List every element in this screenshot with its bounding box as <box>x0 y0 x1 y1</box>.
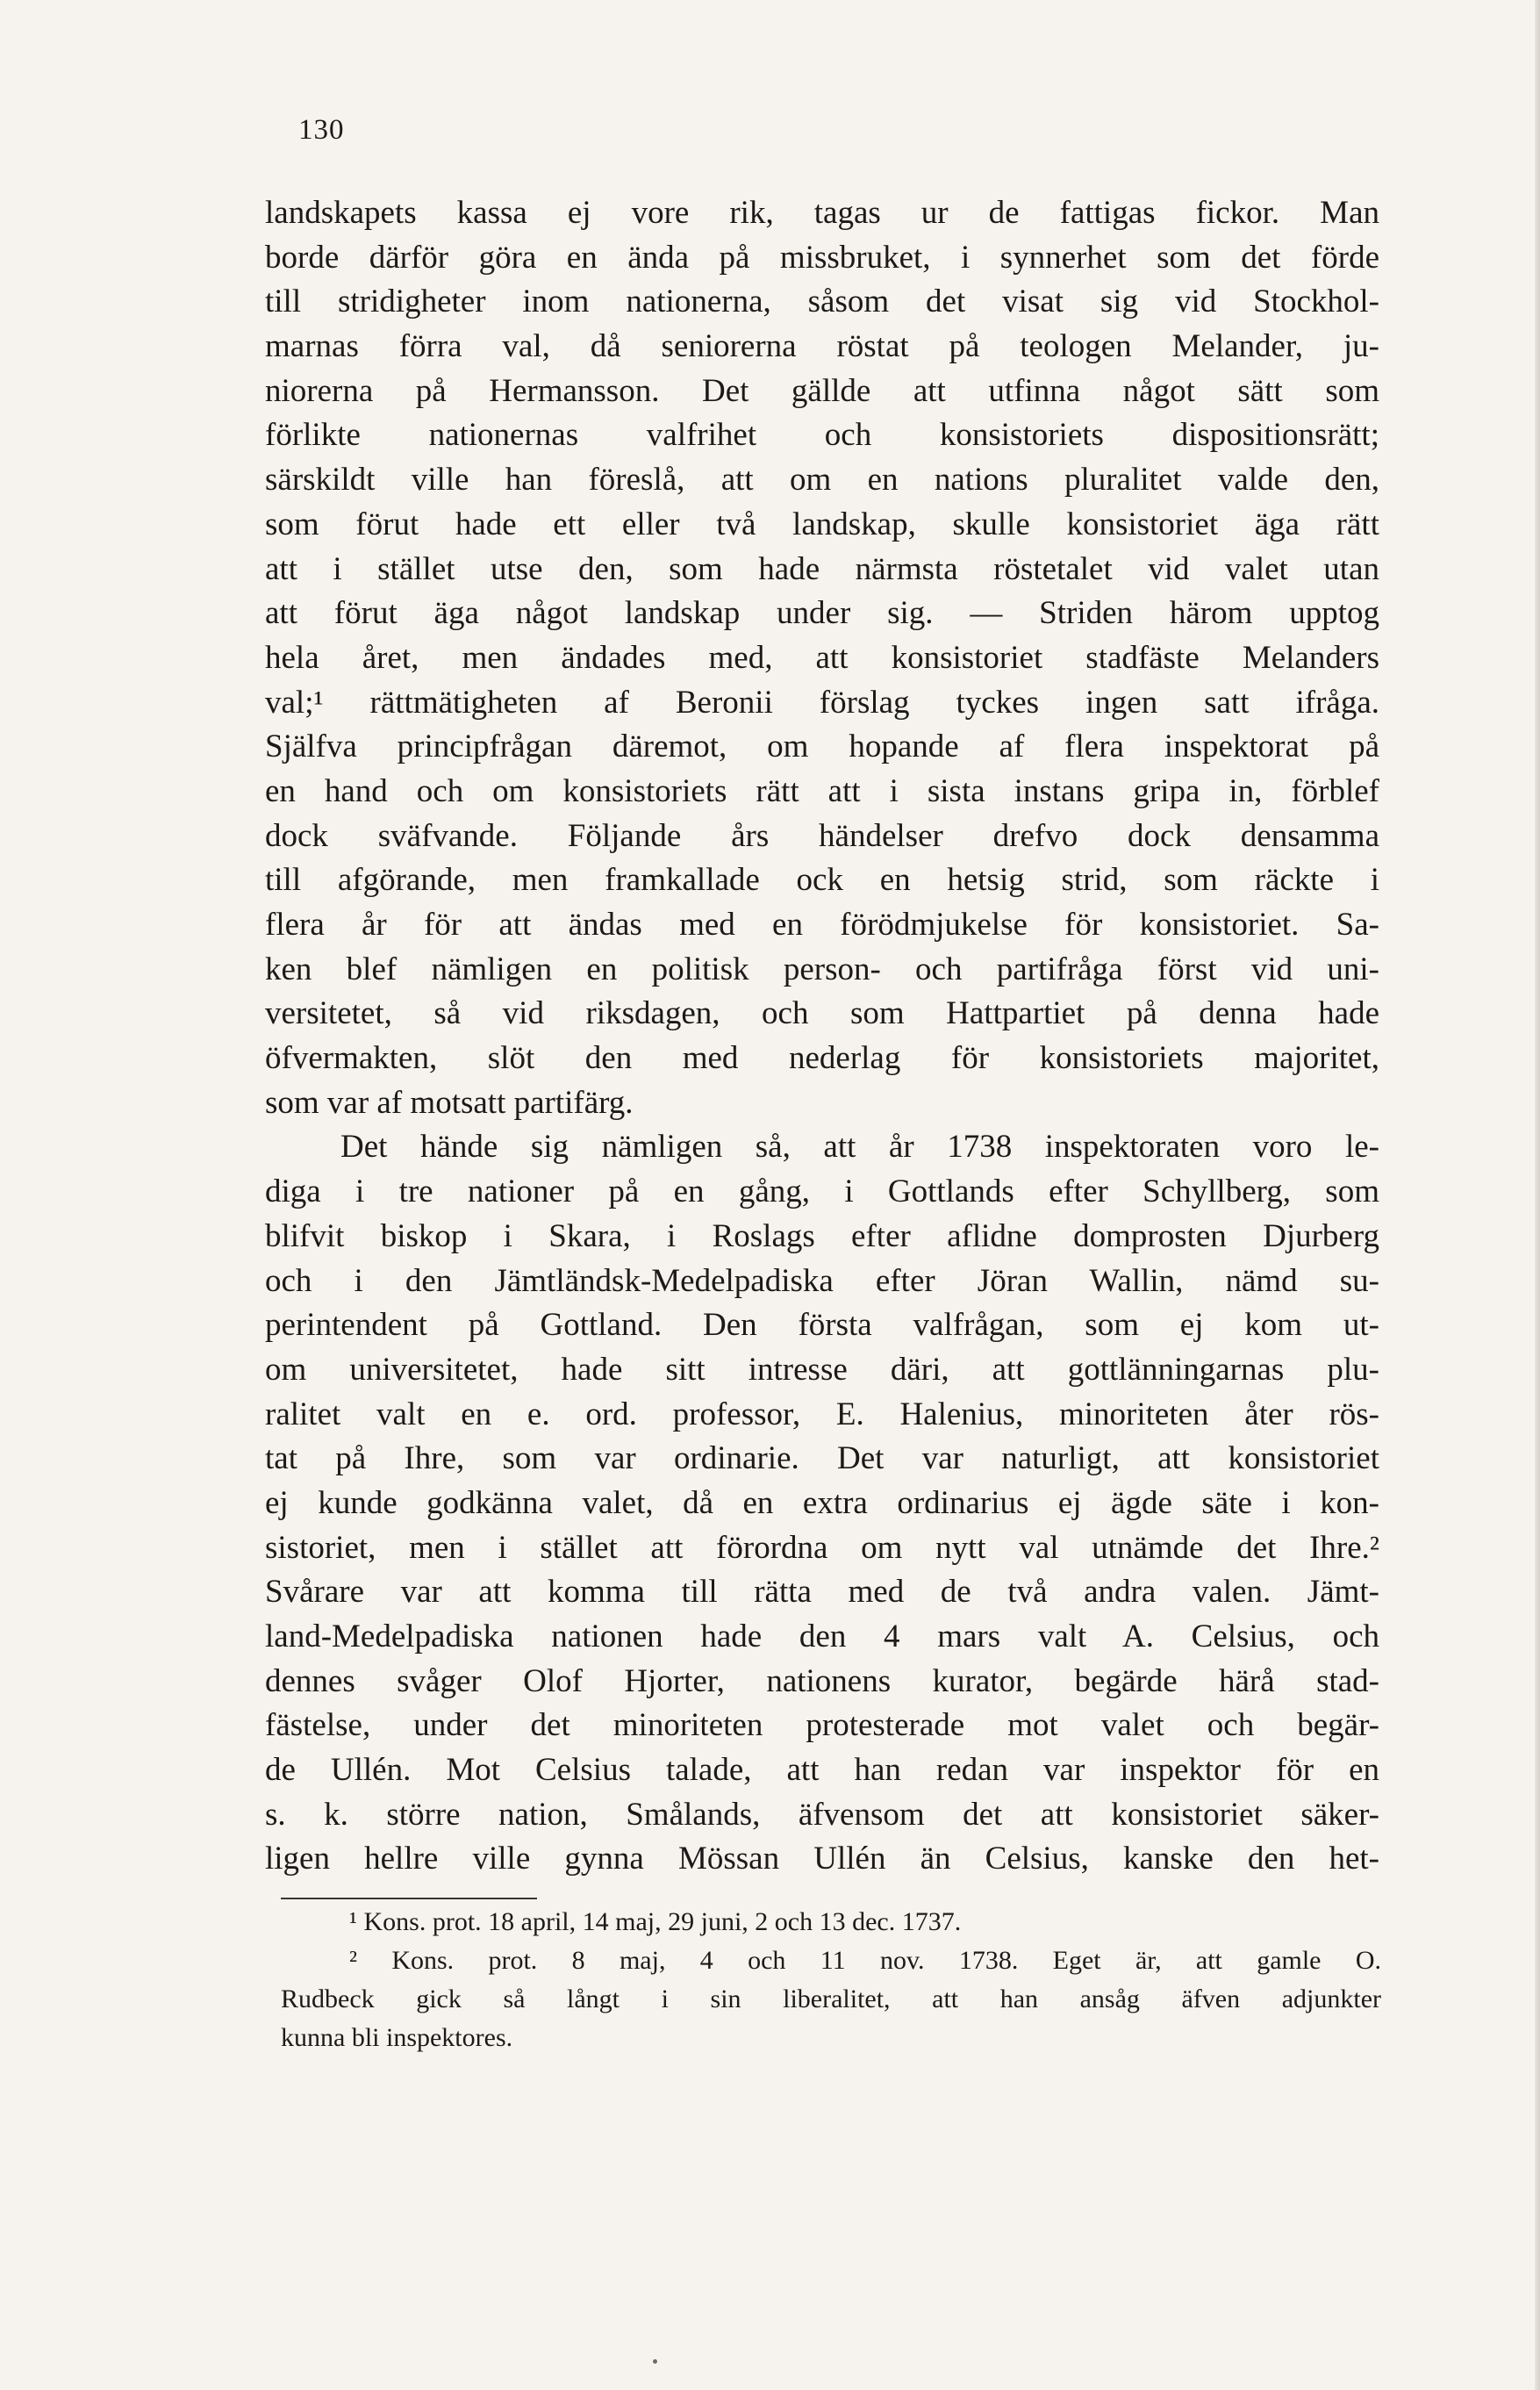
text-line: ligen hellre ville gynna Mössan Ullén än Celsius, kanske den het- <box>265 1841 1379 1877</box>
text-line: Svårare var att komma till rätta med de två andra valen. Jämt- <box>265 1574 1379 1611</box>
text-line: att förut äga något landskap under sig. — Striden härom upptog <box>265 595 1379 632</box>
footnote-2-continuation: kunna bli inspektores. <box>281 2023 513 2052</box>
text-line: marnas förra val, då seniorerna röstat på teologen Melander, ju- <box>265 328 1379 365</box>
page-number: 130 <box>298 114 345 146</box>
text-line: niorerna på Hermansson. Det gällde att utfinna något sätt som <box>265 372 1379 409</box>
text-line: öfvermakten, slöt den med nederlag för konsistoriets majoritet, <box>265 1040 1379 1077</box>
footnote-2-continuation: Rudbeck gick så långt i sin liberalitet, att han ansåg äfven adjunkter <box>281 1984 1381 2013</box>
text-line: Själfva principfrågan däremot, om hopande af flera inspektorat på <box>265 728 1379 765</box>
text-line: landskapets kassa ej vore rik, tagas ur de fattigas fickor. Man <box>265 195 1379 231</box>
text-line: blifvit biskop i Skara, i Roslags efter aflidne domprosten Djurberg <box>265 1217 1379 1254</box>
text-line: de Ullén. Mot Celsius talade, att han redan var inspektor för en <box>265 1752 1379 1789</box>
text-line: val;¹ rättmätigheten af Beronii förslag tyckes ingen satt ifråga. <box>265 684 1379 721</box>
text-line: ken blef nämligen en politisk person- och partifråga först vid uni- <box>265 951 1379 987</box>
text-line: versitetet, så vid riksdagen, och som Hattpartiet på denna hade <box>265 995 1379 1032</box>
text-line: sistoriet, men i stället att förordna om nytt val utnämde det Ihre.² <box>265 1529 1379 1566</box>
paragraph-start-line: Det hände sig nämligen så, att år 1738 inspektoraten voro le- <box>340 1129 1379 1166</box>
footnote-divider <box>281 1898 537 1899</box>
print-speck <box>653 2359 657 2364</box>
text-line: dennes svåger Olof Hjorter, nationens kurator, begärde härå stad- <box>265 1662 1379 1699</box>
text-line: om universitetet, hade sitt intresse däri, att gottlänningarnas plu- <box>265 1351 1379 1388</box>
footnote-1: ¹ Kons. prot. 18 april, 14 maj, 29 juni, 2 och 13 dec. 1737. <box>349 1907 962 1936</box>
text-line: hela året, men ändades med, att konsistoriet stadfäste Melanders <box>265 639 1379 676</box>
text-line: dock sväfvande. Följande års händelser drefvo dock densamma <box>265 817 1379 854</box>
text-line: särskildt ville han föreslå, att om en nations pluralitet valde den, <box>265 462 1379 499</box>
footnote-2: ² Kons. prot. 8 maj, 4 och 11 nov. 1738. Eget är, att gamle O. <box>349 1946 1381 1975</box>
text-line: som förut hade ett eller två landskap, skulle konsistoriet äga rätt <box>265 506 1379 542</box>
page-edge <box>1535 0 1540 2390</box>
body-text <box>265 191 1379 1882</box>
paragraph-end-line: som var af motsatt partifärg. <box>265 1084 634 1121</box>
text-line: tat på Ihre, som var ordinarie. Det var naturligt, att konsistoriet <box>265 1440 1379 1477</box>
text-line: till afgörande, men framkallade ock en hetsig strid, som räckte i <box>265 862 1379 899</box>
text-line: att i stället utse den, som hade närmsta röstetalet vid valet utan <box>265 550 1379 587</box>
text-line: borde därför göra en ända på missbruket, i synnerhet som det förde <box>265 239 1379 276</box>
text-line: en hand och om konsistoriets rätt att i sista instans gripa in, förblef <box>265 772 1379 809</box>
text-line: land-Medelpadiska nationen hade den 4 mars valt A. Celsius, och <box>265 1618 1379 1654</box>
text-line: fästelse, under det minoriteten protesterade mot valet och begär- <box>265 1707 1379 1744</box>
text-line: diga i tre nationer på en gång, i Gottlands efter Schyllberg, som <box>265 1173 1379 1210</box>
text-line: och i den Jämtländsk-Medelpadiska efter Jöran Wallin, nämd su- <box>265 1262 1379 1299</box>
text-line: ralitet valt en e. ord. professor, E. Halenius, minoriteten åter rös- <box>265 1396 1379 1432</box>
text-line: till stridigheter inom nationerna, såsom det visat sig vid Stockhol- <box>265 283 1379 320</box>
text-line: ej kunde godkänna valet, då en extra ordinarius ej ägde säte i kon- <box>265 1484 1379 1521</box>
text-line: förlikte nationernas valfrihet och konsistoriets dispositionsrätt; <box>265 417 1379 454</box>
text-line: s. k. större nation, Smålands, äfvensom det att konsistoriet säker- <box>265 1796 1379 1833</box>
text-line: perintendent på Gottland. Den första valfrågan, som ej kom ut- <box>265 1307 1379 1344</box>
text-line: flera år för att ändas med en förödmjukelse för konsistoriet. Sa- <box>265 907 1379 943</box>
footnotes <box>281 1903 1381 2057</box>
